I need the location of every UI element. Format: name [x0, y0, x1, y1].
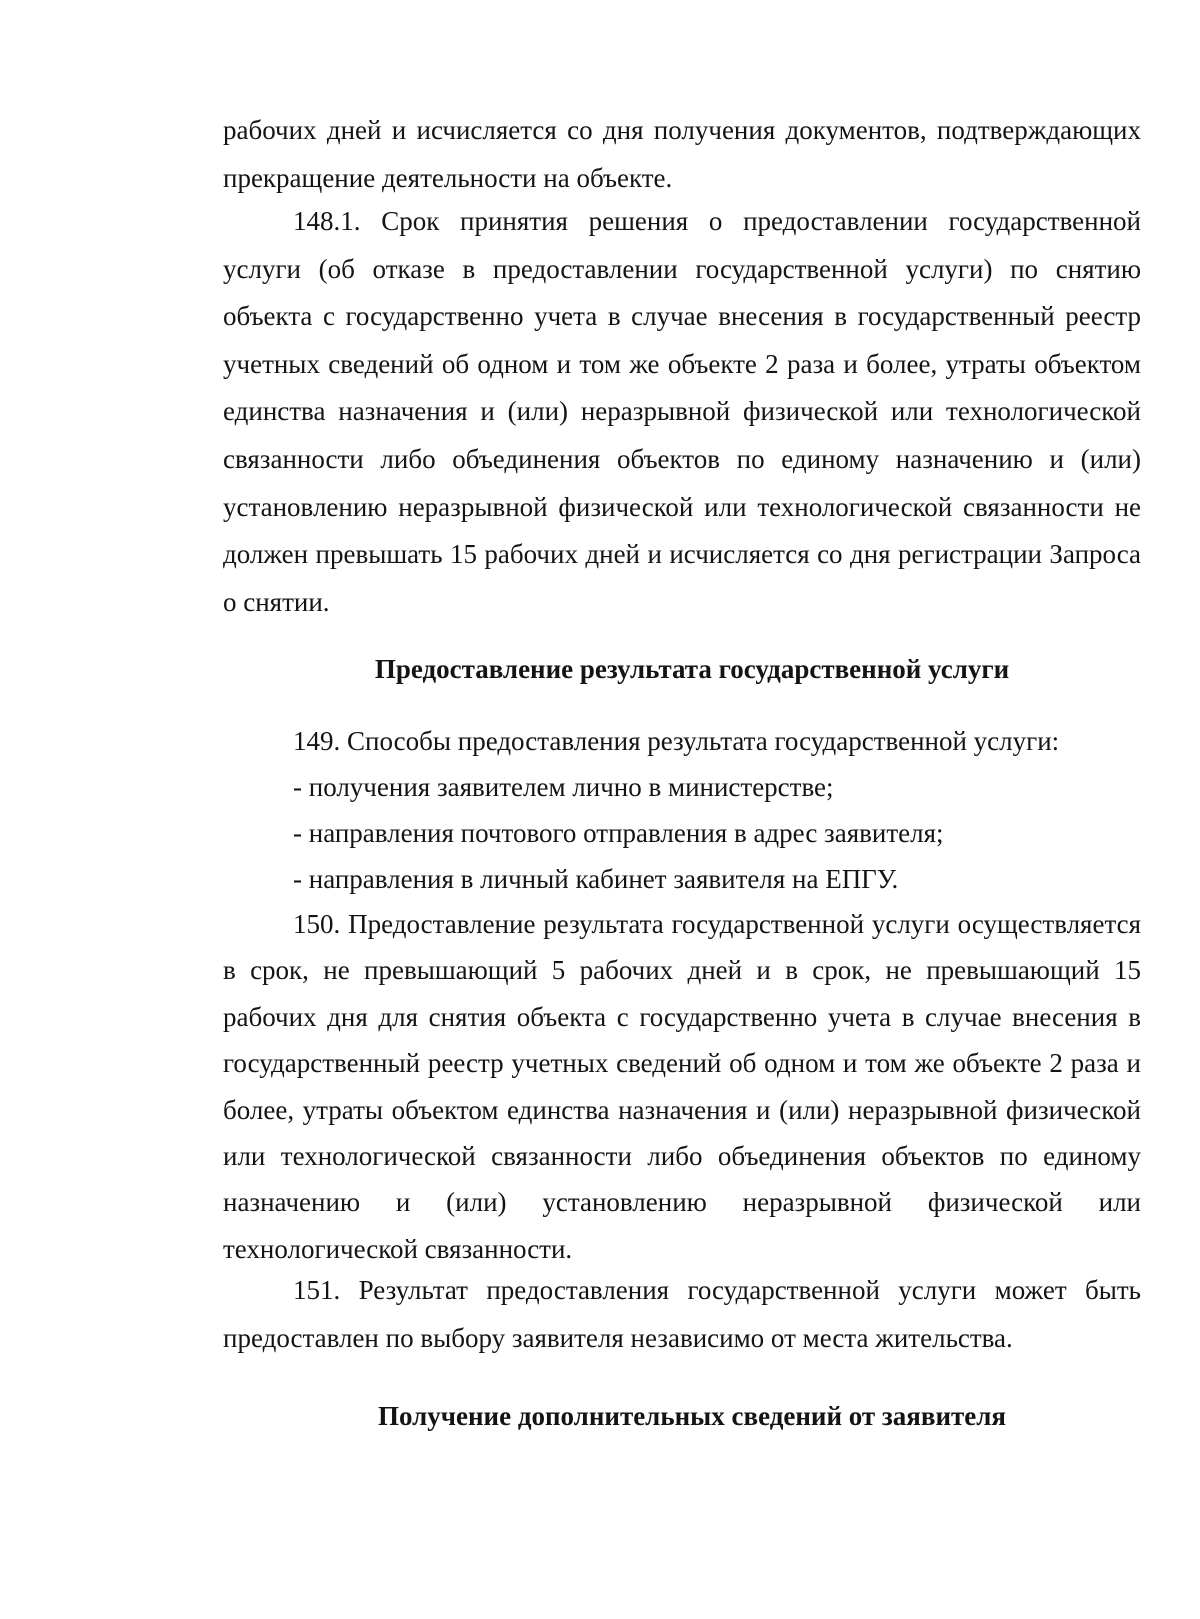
- section-heading-additional-info: Получение дополнительных сведений от заявителя: [377, 1401, 1007, 1431]
- list-item-epgu: - направления в личный кабинет заявителя на ЕПГУ.: [293, 864, 899, 894]
- paragraph-150: 150. Предоставление результата государственной услуги осуществляется в срок, не превышающий 5 рабочих дней и в срок, не превышающий 15 рабочих дня для снятия объекта с государственно учета в случае внесения в государственный реестр учетных сведений об одном и том же объекте 2 раза и более, утраты объектом единства назначения и (или) неразрывной физической или технологической связанности либо объединения объектов по единому назначению и (или) установлению неразрывной физической или технологической связанности.: [223, 909, 1141, 1264]
- paragraph-149: 149. Способы предоставления результата государственной услуги:: [293, 726, 1060, 756]
- list-item-in-person: - получения заявителем лично в министерстве;: [293, 772, 834, 802]
- paragraph-148-1: 148.1. Срок принятия решения о предоставлении государственной услуги (об отказе в предоставлении государственной услуги) по снятию объекта с государственно учета в случае внесения в государственный реестр учетных сведений об одном и том же объекте 2 раза и более, утраты объектом единства назначения и (или) неразрывной физической или технологической связанности либо объединения объектов по единому назначению и (или) установлению неразрывной физической или технологической связанности не должен превышать 15 рабочих дней и исчисляется со дня регистрации Запроса о снятии.: [223, 206, 1141, 617]
- paragraph-151: 151. Результат предоставления государственной услуги может быть предоставлен по выбору заявителя независимо от места жительства.: [223, 1275, 1141, 1353]
- list-item-postal: - направления почтового отправления в адрес заявителя;: [293, 818, 944, 848]
- section-heading-result: Предоставление результата государственной услуги: [374, 654, 1010, 684]
- paragraph-continuation: рабочих дней и исчисляется со дня получения документов, подтверждающих прекращение деятельности на объекте.: [223, 115, 1141, 193]
